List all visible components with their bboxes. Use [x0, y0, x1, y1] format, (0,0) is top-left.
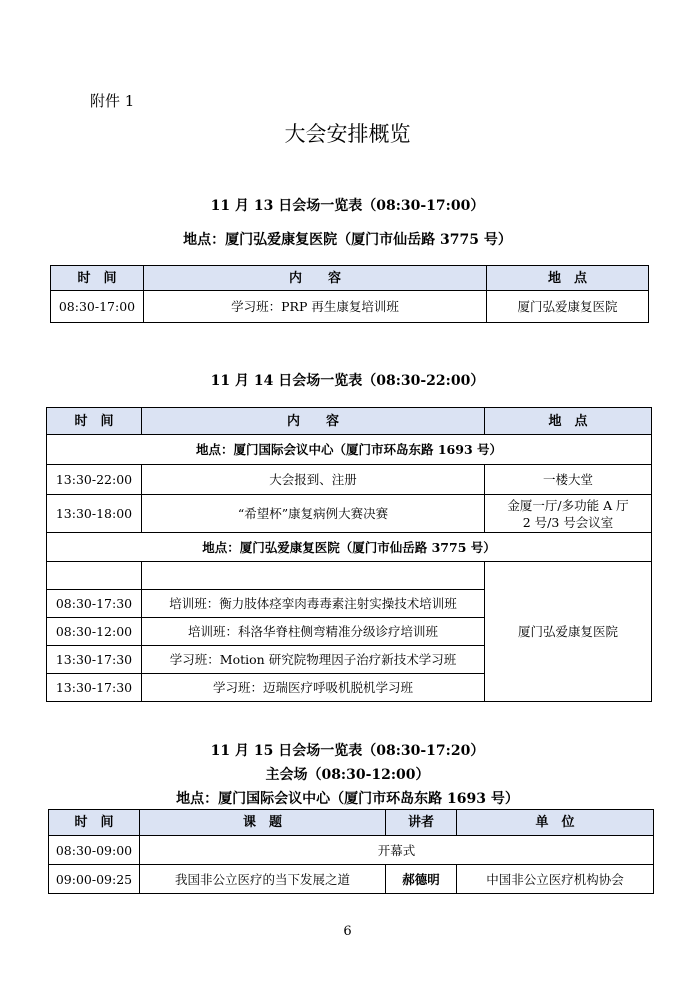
content-cell — [142, 562, 485, 590]
content-cell: 大会报到、注册 — [142, 465, 485, 495]
opening-cell: 开幕式 — [140, 836, 654, 865]
place-cell — [485, 495, 652, 533]
header-place: 地 点 — [485, 408, 652, 435]
place-line-2: 2 号/3 号会议室 — [522, 514, 614, 530]
day15-table — [48, 809, 654, 894]
place-cell-merged: 厦门弘爱康复医院 — [485, 562, 652, 702]
time-cell: 13:30-17:30 — [47, 674, 142, 702]
table-row-empty — [47, 562, 652, 590]
day15-venue: 地点：厦门国际会议中心（厦门市环岛东路 1693 号） — [176, 791, 519, 807]
header-unit: 单 位 — [457, 810, 654, 836]
content-cell: 培训班：衡力肢体痉挛肉毒毒素注射实操技术培训班 — [142, 590, 485, 618]
section-row — [47, 533, 652, 562]
unit-cell: 中国非公立医疗机构协会 — [457, 865, 654, 894]
day13-heading: 11 月 13 日会场一览表（08:30-17:00） — [210, 198, 485, 214]
table-row-opening — [49, 836, 654, 865]
day15-subheading: 主会场（08:30-12:00） — [265, 767, 430, 783]
time-cell — [47, 562, 142, 590]
day13-table — [50, 265, 649, 323]
time-cell: 09:00-09:25 — [49, 865, 140, 894]
table-row — [49, 865, 654, 894]
content-cell: 学习班：PRP 再生康复培训班 — [144, 291, 487, 323]
speaker-cell: 郝德明 — [386, 865, 457, 894]
header-time: 时 间 — [47, 408, 142, 435]
topic-cell: 我国非公立医疗的当下发展之道 — [140, 865, 386, 894]
content-cell: 学习班：迈瑞医疗呼吸机脱机学习班 — [142, 674, 485, 702]
document-title: 大会安排概览 — [284, 122, 411, 146]
section-row — [47, 435, 652, 465]
header-speaker: 讲者 — [386, 810, 457, 836]
time-cell: 08:30-17:00 — [51, 291, 144, 323]
header-time: 时 间 — [51, 266, 144, 291]
header-time: 时 间 — [49, 810, 140, 836]
day14-heading: 11 月 14 日会场一览表（08:30-22:00） — [210, 373, 485, 389]
day13-venue: 地点：厦门弘爱康复医院（厦门市仙岳路 3775 号） — [183, 232, 512, 248]
attachment-label: 附件 1 — [90, 92, 135, 110]
header-content: 内 容 — [144, 266, 487, 291]
place-line-1: 金厦一厅/多功能 A 厅 — [507, 497, 629, 513]
time-cell: 13:30-17:30 — [47, 646, 142, 674]
place-cell: 一楼大堂 — [485, 465, 652, 495]
table-row — [51, 291, 649, 323]
content-cell: 培训班：科洛华脊柱侧弯精准分级诊疗培训班 — [142, 618, 485, 646]
content-cell: 学习班：Motion 研究院物理因子治疗新技术学习班 — [142, 646, 485, 674]
time-cell: 13:30-18:00 — [47, 495, 142, 533]
table-header-row — [51, 266, 649, 291]
day15-heading: 11 月 15 日会场一览表（08:30-17:20） — [210, 743, 485, 759]
time-cell: 08:30-17:30 — [47, 590, 142, 618]
table-row — [47, 495, 652, 533]
time-cell: 08:30-09:00 — [49, 836, 140, 865]
day14-table — [46, 407, 652, 702]
header-place: 地 点 — [487, 266, 649, 291]
table-header-row — [49, 810, 654, 836]
header-topic: 课 题 — [140, 810, 386, 836]
page-number: 6 — [343, 924, 352, 939]
time-cell: 13:30-22:00 — [47, 465, 142, 495]
header-content: 内 容 — [142, 408, 485, 435]
content-cell: “希望杯”康复病例大赛决赛 — [142, 495, 485, 533]
time-cell: 08:30-12:00 — [47, 618, 142, 646]
table-row — [47, 465, 652, 495]
table-header-row — [47, 408, 652, 435]
section-venue: 地点：厦门国际会议中心（厦门市环岛东路 1693 号） — [47, 435, 652, 465]
section-venue: 地点：厦门弘爱康复医院（厦门市仙岳路 3775 号） — [47, 533, 652, 562]
place-cell: 厦门弘爱康复医院 — [487, 291, 649, 323]
